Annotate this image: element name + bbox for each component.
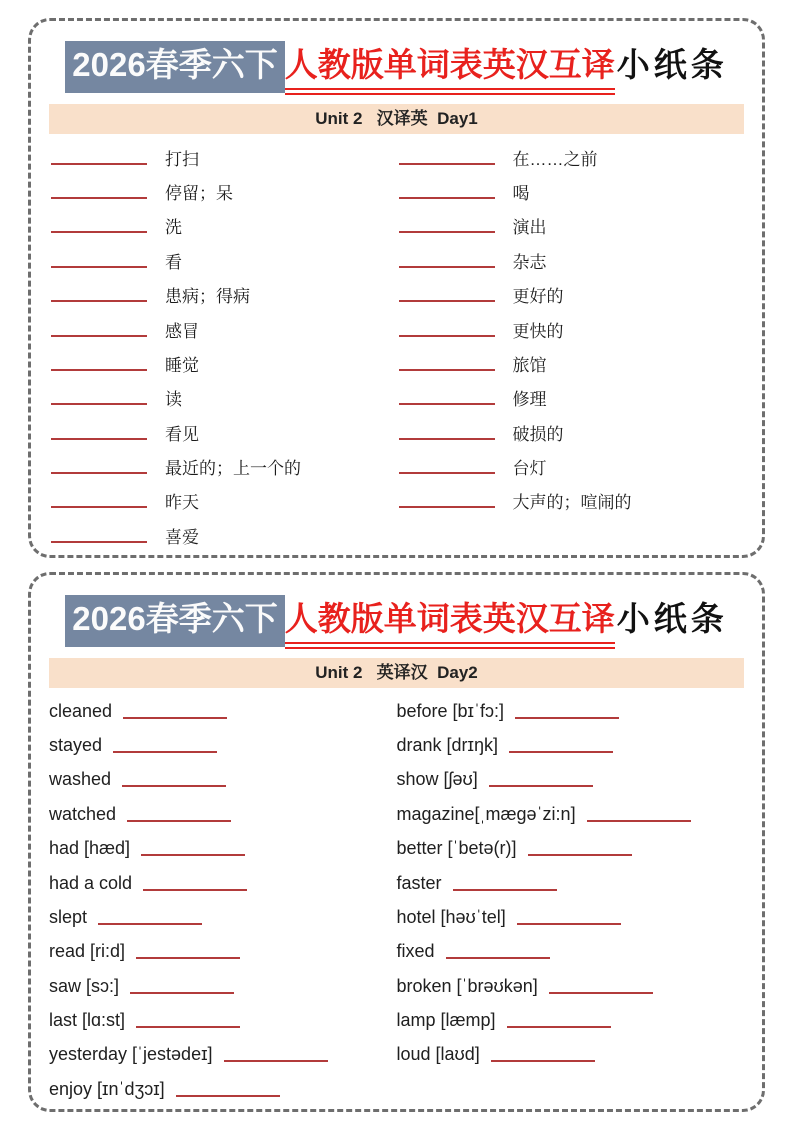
title-suffix: 小纸条 xyxy=(616,600,728,637)
word-label: enjoy [ɪnˈdʒɔɪ] xyxy=(49,1078,165,1099)
word-label: 最近的；上一个的 xyxy=(165,459,301,479)
cn-word-row xyxy=(49,140,397,174)
answer-blank-line xyxy=(51,218,147,233)
word-label: show [ʃəʊ] xyxy=(396,769,478,790)
word-label: 演出 xyxy=(512,218,547,238)
word-label: loud [laʊd] xyxy=(396,1044,480,1065)
answer-blank-line xyxy=(98,910,202,925)
word-label: fixed xyxy=(396,941,435,962)
word-label: hotel [həʊˈtel] xyxy=(396,906,506,927)
worksheet-title xyxy=(49,595,744,649)
en-word-row xyxy=(397,969,745,1003)
word-label: 喝 xyxy=(512,183,530,203)
cn-word-row xyxy=(49,243,397,277)
grade-badge: 2026春季六下 xyxy=(65,41,284,93)
word-label: 大声的；喧闹的 xyxy=(512,493,632,513)
en-word-row xyxy=(49,728,397,762)
answer-blank-line xyxy=(176,1082,280,1097)
word-label: cleaned xyxy=(49,700,113,721)
word-label: 看 xyxy=(165,252,182,272)
cn-word-row xyxy=(397,243,745,277)
en-word-row xyxy=(49,900,397,934)
day1-right-column xyxy=(397,140,745,553)
en-word-row xyxy=(397,866,745,900)
en-word-row xyxy=(397,763,745,797)
answer-blank-line xyxy=(399,218,495,233)
day1-card xyxy=(28,18,765,558)
word-label: magazine[ˌmægəˈzi:n] xyxy=(396,803,576,824)
answer-blank-line xyxy=(130,979,234,994)
word-label: stayed xyxy=(49,734,103,755)
en-word-row xyxy=(49,935,397,969)
word-label: 在……之前 xyxy=(512,149,598,169)
en-word-row xyxy=(49,1003,397,1037)
word-label: 更好的 xyxy=(512,287,564,307)
word-label: 喜爱 xyxy=(165,527,199,547)
word-label: 读 xyxy=(165,390,182,410)
answer-blank-line xyxy=(51,425,147,440)
answer-blank-line xyxy=(399,390,495,405)
cn-word-row xyxy=(397,140,745,174)
cn-word-row xyxy=(49,346,397,380)
answer-blank-line xyxy=(51,493,147,508)
word-label: 杂志 xyxy=(512,252,547,272)
day2-left-column xyxy=(49,694,397,1107)
en-word-row xyxy=(397,797,745,831)
cn-word-row xyxy=(397,346,745,380)
day2-columns xyxy=(49,688,744,1107)
answer-blank-line xyxy=(51,150,147,165)
answer-blank-line xyxy=(136,944,240,959)
cn-word-row xyxy=(49,277,397,311)
answer-blank-line xyxy=(51,356,147,371)
word-label: last [lɑ:st] xyxy=(49,1010,126,1031)
en-word-row xyxy=(49,694,397,728)
word-label: 洗 xyxy=(165,218,182,238)
answer-blank-line xyxy=(399,493,495,508)
word-label: watched xyxy=(49,803,117,824)
cn-word-row xyxy=(397,415,745,449)
word-label: 破损的 xyxy=(512,424,564,444)
cn-word-row xyxy=(397,484,745,518)
day2-right-column xyxy=(397,694,745,1107)
answer-blank-line xyxy=(127,807,231,822)
word-label: slept xyxy=(49,906,88,927)
cn-word-row xyxy=(49,312,397,346)
answer-blank-line xyxy=(51,390,147,405)
answer-blank-line xyxy=(399,150,495,165)
word-label: 台灯 xyxy=(512,459,547,479)
en-word-row xyxy=(397,694,745,728)
answer-blank-line xyxy=(224,1047,328,1062)
en-word-row xyxy=(397,1003,745,1037)
answer-blank-line xyxy=(517,910,621,925)
word-label: had a cold xyxy=(49,872,133,893)
day1-columns xyxy=(49,134,744,553)
grade-badge: 2026春季六下 xyxy=(65,595,284,647)
word-label: lamp [læmp] xyxy=(396,1010,496,1031)
en-word-row xyxy=(49,1072,397,1106)
word-label: 旅馆 xyxy=(512,355,547,375)
answer-blank-line xyxy=(399,425,495,440)
word-label: had [hæd] xyxy=(49,838,131,859)
answer-blank-line xyxy=(446,944,550,959)
word-label: drank [drɪŋk] xyxy=(396,734,498,755)
en-word-row xyxy=(397,935,745,969)
cn-word-row xyxy=(49,518,397,552)
answer-blank-line xyxy=(507,1013,611,1028)
word-label: 感冒 xyxy=(165,321,199,341)
answer-blank-line xyxy=(399,253,495,268)
word-label: 睡觉 xyxy=(165,355,199,375)
answer-blank-line xyxy=(51,459,147,474)
cn-word-row xyxy=(49,449,397,483)
answer-blank-line xyxy=(122,772,226,787)
answer-blank-line xyxy=(113,738,217,753)
answer-blank-line xyxy=(491,1047,595,1062)
en-word-row xyxy=(49,1038,397,1072)
answer-blank-line xyxy=(515,704,619,719)
answer-blank-line xyxy=(51,287,147,302)
word-label: read [ri:d] xyxy=(49,941,126,962)
en-word-row xyxy=(49,866,397,900)
day1-left-column xyxy=(49,140,397,553)
answer-blank-line xyxy=(587,807,691,822)
answer-blank-line xyxy=(51,184,147,199)
cn-word-row xyxy=(397,277,745,311)
cn-word-row xyxy=(49,415,397,449)
answer-blank-line xyxy=(141,841,245,856)
cn-word-row xyxy=(49,209,397,243)
answer-blank-line xyxy=(399,287,495,302)
word-label: before [bɪˈfɔ:] xyxy=(396,700,504,721)
answer-blank-line xyxy=(123,704,227,719)
answer-blank-line xyxy=(399,184,495,199)
word-label: 患病；得病 xyxy=(165,287,250,307)
answer-blank-line xyxy=(51,322,147,337)
en-word-row xyxy=(49,763,397,797)
en-word-row xyxy=(397,728,745,762)
answer-blank-line xyxy=(399,322,495,337)
cn-word-row xyxy=(397,449,745,483)
series-title: 人教版单词表英汉互译 xyxy=(285,44,615,95)
answer-blank-line xyxy=(51,253,147,268)
answer-blank-line xyxy=(51,528,147,543)
day2-unit-bar: Unit 2 英译汉 Day2 xyxy=(49,658,744,688)
word-label: saw [sɔ:] xyxy=(49,975,120,996)
en-word-row xyxy=(397,1038,745,1072)
answer-blank-line xyxy=(528,841,632,856)
title-suffix: 小纸条 xyxy=(616,46,728,83)
cn-word-row xyxy=(397,174,745,208)
answer-blank-line xyxy=(549,979,653,994)
answer-blank-line xyxy=(509,738,613,753)
word-label: 打扫 xyxy=(165,149,199,169)
en-word-row xyxy=(397,831,745,865)
series-title: 人教版单词表英汉互译 xyxy=(285,598,615,649)
en-word-row xyxy=(397,900,745,934)
word-label: yesterday [ˈjestədeɪ] xyxy=(49,1044,213,1065)
word-label: 修理 xyxy=(512,390,547,410)
day1-unit-bar: Unit 2 汉译英 Day1 xyxy=(49,104,744,134)
word-label: broken [ˈbrəʊkən] xyxy=(396,975,538,996)
cn-word-row xyxy=(49,381,397,415)
word-label: faster xyxy=(396,872,442,893)
cn-word-row xyxy=(397,312,745,346)
worksheet-title xyxy=(49,41,744,95)
cn-word-row xyxy=(49,174,397,208)
word-label: 停留；呆 xyxy=(165,183,233,203)
word-label: 看见 xyxy=(165,424,199,444)
answer-blank-line xyxy=(453,876,557,891)
word-label: 更快的 xyxy=(512,321,564,341)
en-word-row xyxy=(49,969,397,1003)
day2-card xyxy=(28,572,765,1112)
word-label: 昨天 xyxy=(165,493,199,513)
cn-word-row xyxy=(397,381,745,415)
answer-blank-line xyxy=(143,876,247,891)
answer-blank-line xyxy=(399,459,495,474)
answer-blank-line xyxy=(136,1013,240,1028)
word-label: washed xyxy=(49,769,112,790)
en-word-row xyxy=(49,797,397,831)
word-label: better [ˈbetə(r)] xyxy=(396,838,517,859)
answer-blank-line xyxy=(489,772,593,787)
cn-word-row xyxy=(49,484,397,518)
cn-word-row xyxy=(397,209,745,243)
en-word-row xyxy=(49,831,397,865)
answer-blank-line xyxy=(399,356,495,371)
